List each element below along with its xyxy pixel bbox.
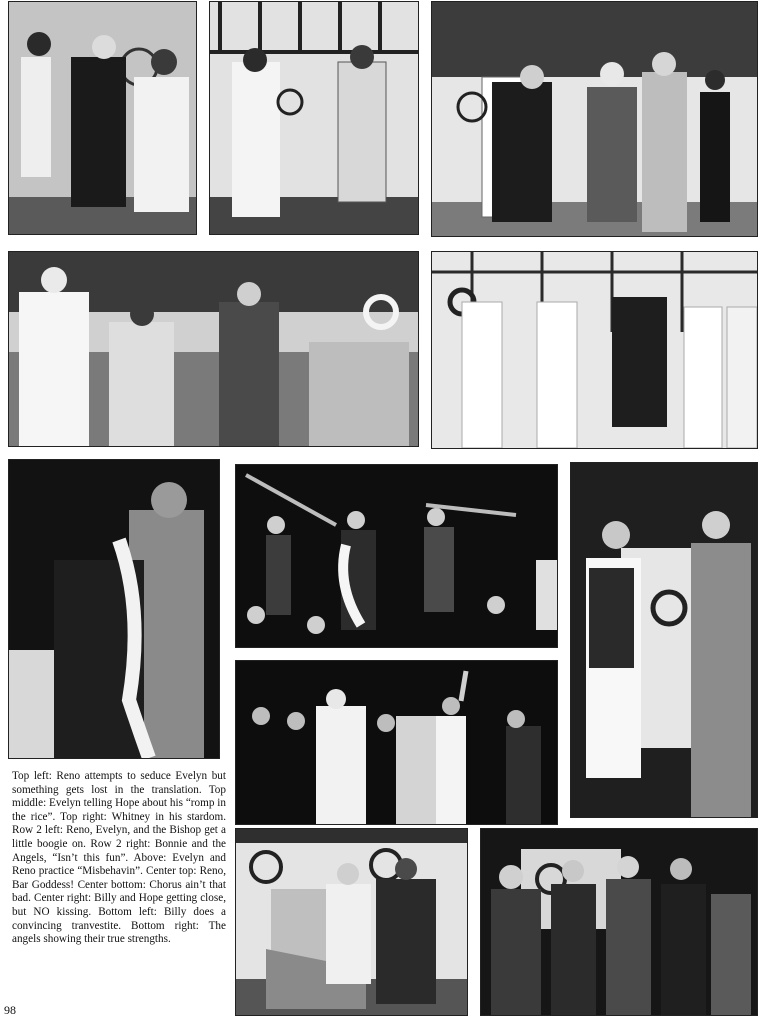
photo-bottom-left bbox=[235, 828, 468, 1016]
photo-center-top bbox=[235, 464, 558, 648]
photo-above-left bbox=[8, 459, 220, 759]
photo-row2-left bbox=[8, 251, 419, 447]
photo-top-middle bbox=[209, 1, 419, 235]
photo-caption: Top left: Reno attempts to seduce Evelyn but something gets lost in the translation. Top middle: Evelyn telling Hope about his “romp in the rice”. Top right: Whitney in his stardom. Row 2 left: Reno, Evelyn, and the Bishop get a little boogie on. Row 2 right: Bonnie and the Angels, “Isn’t this fun”. Above: Evelyn and Reno practice “Misbehavin”. Center top: Reno, Bar Goddess! Center bottom: Chorus ain’t that bad. Center right: Billy and Hope getting close, but NO kissing. Bottom left: Billy does a convincing tranvestite. Bottom right: The angels showing their true strengths. bbox=[12, 770, 226, 946]
photo-top-left bbox=[8, 1, 197, 235]
photo-row2-right bbox=[431, 251, 758, 449]
photo-center-right bbox=[570, 462, 758, 818]
page-number: 98 bbox=[4, 1003, 16, 1017]
photo-bottom-right bbox=[480, 828, 758, 1016]
photo-top-right bbox=[431, 1, 758, 237]
photo-center-bottom bbox=[235, 660, 558, 825]
